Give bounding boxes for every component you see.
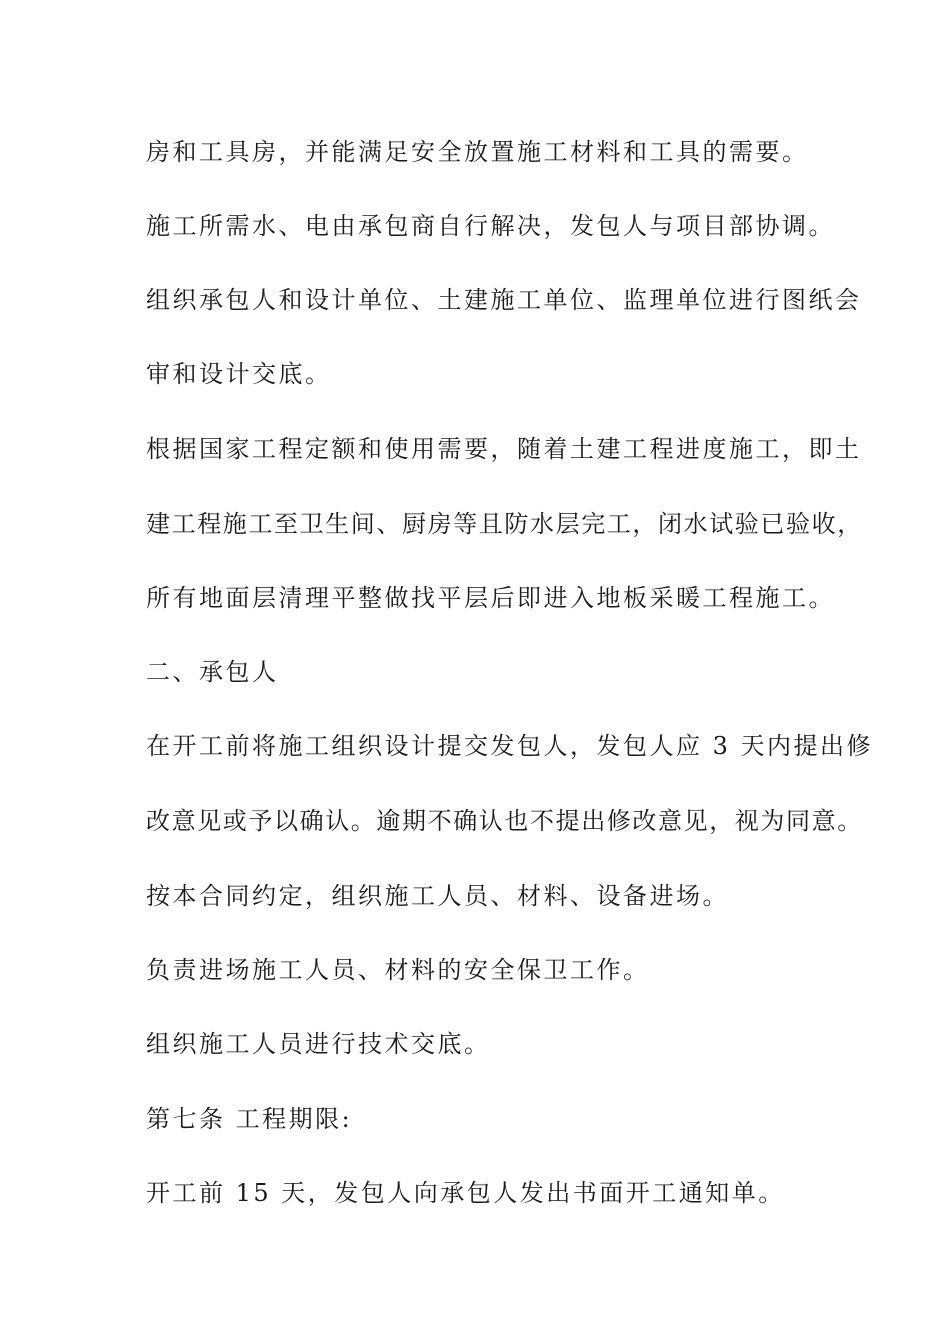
text-line: 建工程施工至卫生间、厨房等且防水层完工，闭水试验已验收， xyxy=(146,510,863,538)
text-line: 组织承包人和设计单位、土建施工单位、监理单位进行图纸会 xyxy=(146,286,862,314)
text-line: 施工所需水、电由承包商自行解决，发包人与项目部协调。 xyxy=(146,212,835,240)
text-line: 按本合同约定，组织施工人员、材料、设备进场。 xyxy=(146,882,729,910)
text-line: 审和设计交底。 xyxy=(146,360,332,388)
text-line: 房和工具房，并能满足安全放置施工材料和工具的需要。 xyxy=(146,138,809,166)
text-line: 所有地面层清理平整做找平层后即进入地板采暖工程施工。 xyxy=(146,584,835,612)
section-heading: 二、承包人 xyxy=(146,658,279,686)
text-line: 根据国家工程定额和使用需要，随着土建工程进度施工，即土 xyxy=(146,435,862,463)
text-line: 组织施工人员进行技术交底。 xyxy=(146,1030,491,1058)
article-heading: 第七条 工程期限: xyxy=(146,1105,353,1133)
text-line: 负责进场施工人员、材料的安全保卫工作。 xyxy=(146,956,650,984)
text-line: 在开工前将施工组织设计提交发包人，发包人应 3 天内提出修 xyxy=(146,732,874,760)
text-line: 改意见或予以确认。逾期不确认也不提出修改意见，视为同意。 xyxy=(146,807,863,835)
text-line: 开工前 15 天，发包人向承包人发出书面开工通知单。 xyxy=(146,1179,785,1207)
